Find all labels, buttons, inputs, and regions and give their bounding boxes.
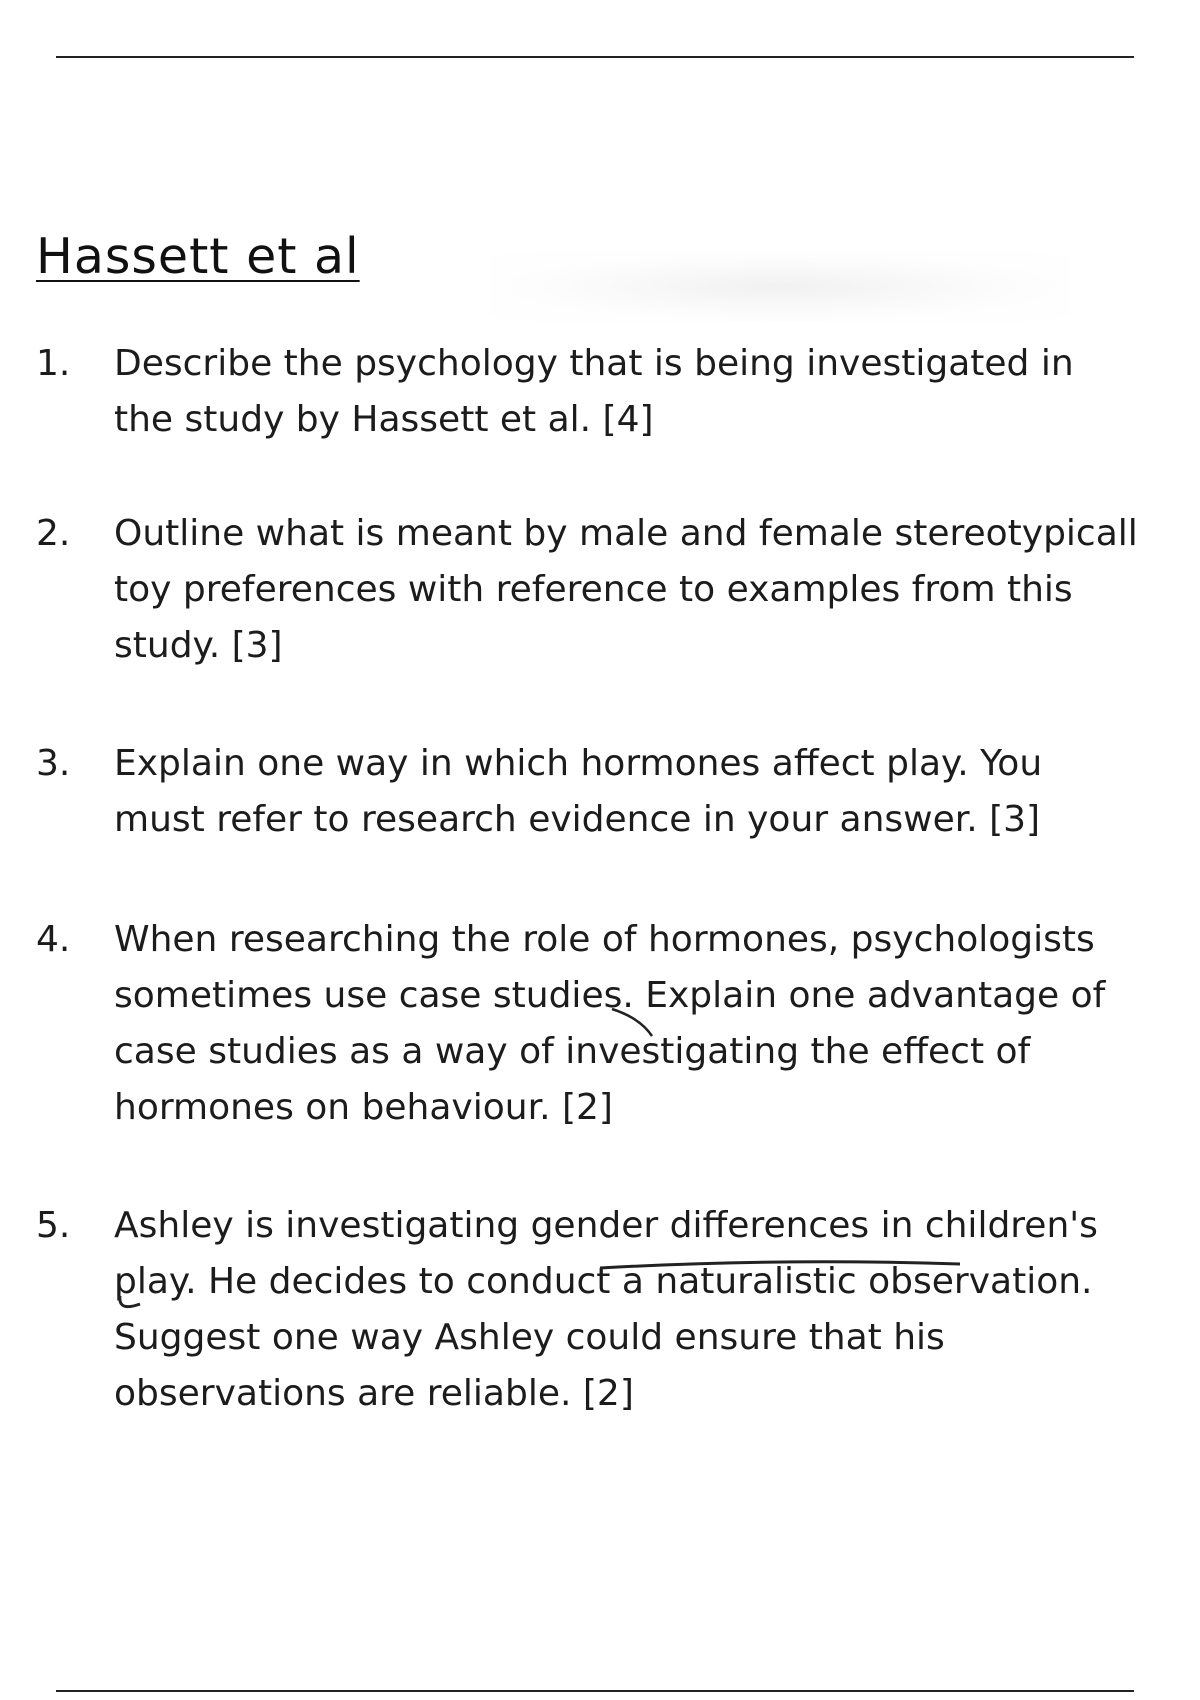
question-4 xyxy=(36,912,1156,1136)
question-text: Explain one way in which hormones affect play. You must refer to research evidence in your answer. [3] xyxy=(114,743,1043,840)
bottom-rule xyxy=(56,1690,1134,1692)
question-1 xyxy=(36,336,1156,448)
question-3 xyxy=(36,736,1156,848)
question-text: When researching the role of hormones, psychologists sometimes use case studies. Explain one advantage of case studies as a way of investigating the effect of hormones on behaviour. [2] xyxy=(114,919,1106,1128)
question-number: 4. xyxy=(36,919,71,960)
question-number: 1. xyxy=(36,343,71,384)
top-rule xyxy=(56,56,1134,58)
question-5 xyxy=(36,1198,1156,1422)
question-text: Ashley is investigating gender differences in children's play. He decides to conduct a naturalistic observation. Suggest one way Ashley could ensure that his observations are reliable. [2] xyxy=(114,1205,1098,1414)
question-text: Outline what is meant by male and female stereotypicall toy preferences with reference to examples from this study. [3] xyxy=(114,513,1138,666)
question-2 xyxy=(36,506,1156,674)
question-text: Describe the psychology that is being investigated in the study by Hassett et al. [4] xyxy=(114,343,1074,440)
question-number: 2. xyxy=(36,513,71,554)
page-title: Hassett et al xyxy=(36,228,360,285)
scan-smudge xyxy=(490,252,1070,322)
question-number: 3. xyxy=(36,743,71,784)
question-number: 5. xyxy=(36,1205,71,1246)
